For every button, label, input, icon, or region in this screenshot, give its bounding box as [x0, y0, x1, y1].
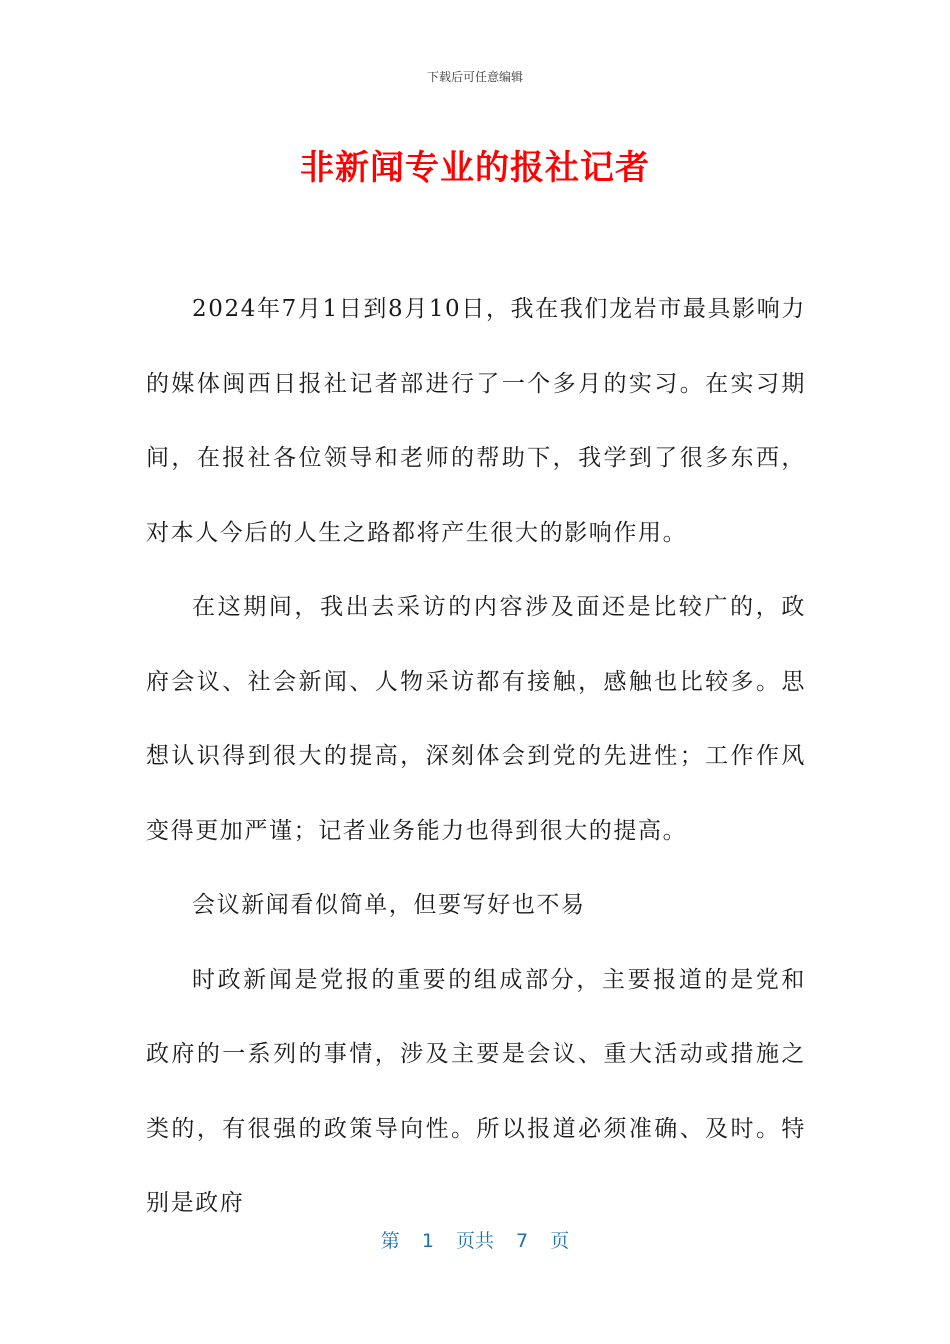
page-number-footer	[0, 1226, 950, 1253]
page-prefix: 第	[380, 1230, 400, 1252]
page-suffix: 页	[550, 1230, 570, 1252]
page-title: 非新闻专业的报社记者	[300, 148, 650, 188]
paragraph-1: 2024年7月1日到8月10日，我在我们龙岩市最具影响力的媒体闽西日报社记者部进行了一个多月的实习。在实习期间，在报社各位领导和老师的帮助下，我学到了很多东西，对本人今后的人生之路都将产生很大的影响作用。	[146, 296, 806, 546]
section-heading: 会议新闻看似简单，但要写好也不易	[192, 892, 586, 918]
page-middle-text: 页共	[455, 1230, 494, 1252]
paragraph-3: 时政新闻是党报的重要的组成部分，主要报道的是党和政府的一系列的事情，涉及主要是会议、重大活动或措施之类的，有很强的政策导向性。所以报道必须准确、及时。特别是政府	[146, 966, 806, 1216]
current-page-number: 1	[421, 1230, 434, 1252]
paragraph-2: 在这期间，我出去采访的内容涉及面还是比较广的，政府会议、社会新闻、人物采访都有接触，感触也比较多。思想认识得到很大的提高，深刻体会到党的先进性；工作作风变得更加严谨；记者业务能力也得到很大的提高。	[146, 594, 806, 844]
document-body	[146, 272, 806, 1241]
total-pages-number: 7	[516, 1230, 529, 1252]
header-note: 下载后可任意编辑	[426, 70, 523, 84]
